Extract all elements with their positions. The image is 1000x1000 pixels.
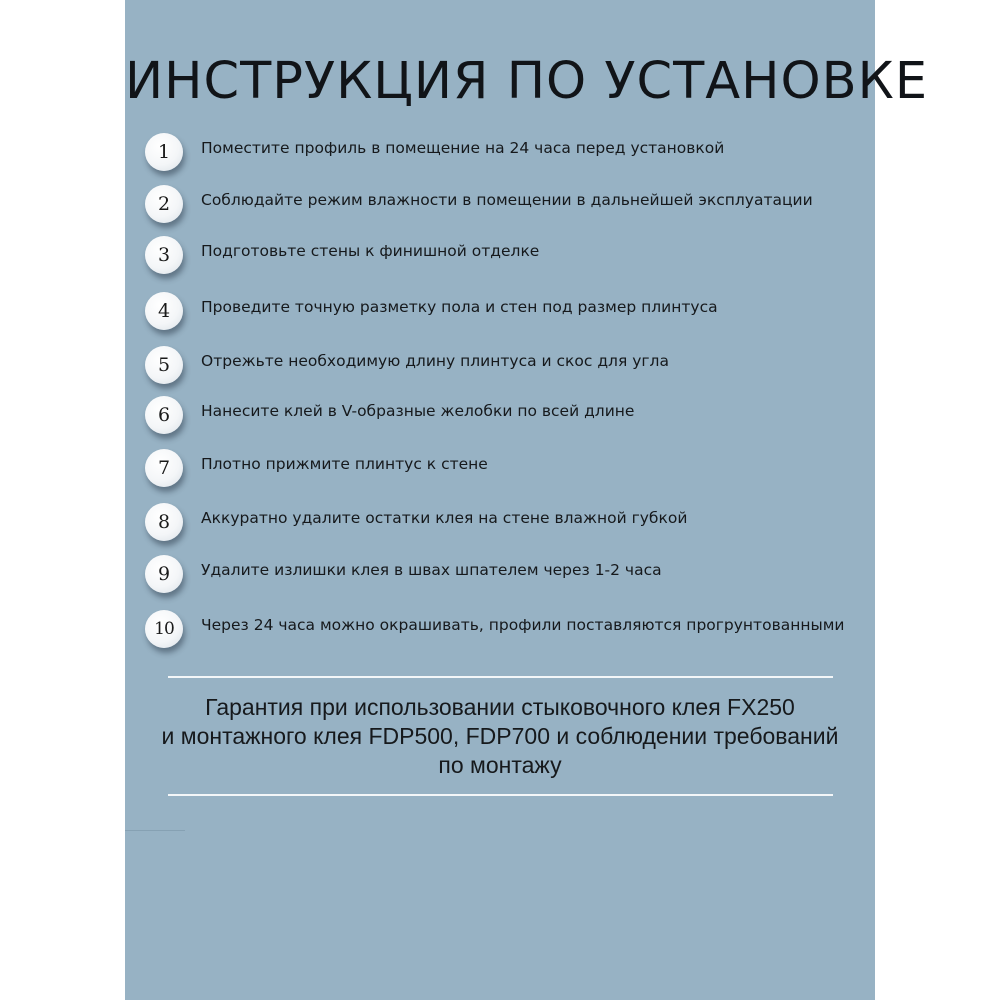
page-title: ИНСТРУКЦИЯ ПО УСТАНОВКЕ bbox=[125, 52, 929, 111]
step-item-10 bbox=[125, 610, 875, 660]
step-number-badge: 7 bbox=[145, 449, 183, 487]
step-text: Поместите профиль в помещение на 24 часа перед установкой bbox=[201, 139, 725, 157]
decorative-line bbox=[125, 830, 185, 831]
step-text: Аккуратно удалите остатки клея на стене влажной губкой bbox=[201, 509, 688, 527]
divider-top bbox=[168, 676, 833, 678]
step-number-badge: 10 bbox=[145, 610, 183, 648]
step-text: Проведите точную разметку пола и стен под размер плинтуса bbox=[201, 298, 718, 316]
step-item-6 bbox=[125, 396, 875, 446]
step-number-badge: 9 bbox=[145, 555, 183, 593]
step-item-3 bbox=[125, 236, 875, 286]
step-number-badge: 8 bbox=[145, 503, 183, 541]
instruction-panel bbox=[125, 0, 929, 1000]
step-item-2 bbox=[125, 185, 875, 235]
step-number-badge: 5 bbox=[145, 346, 183, 384]
step-text: Соблюдайте режим влажности в помещении в дальнейшей эксплуатации bbox=[201, 191, 813, 209]
warranty-line: Гарантия при использовании стыковочного клея FX250 bbox=[205, 694, 795, 720]
step-text: Плотно прижмите плинтус к стене bbox=[201, 455, 488, 473]
step-item-9 bbox=[125, 555, 875, 605]
step-text: Удалите излишки клея в швах шпателем через 1-2 часа bbox=[201, 561, 662, 579]
step-number-badge: 3 bbox=[145, 236, 183, 274]
warranty-line: по монтажу bbox=[438, 752, 562, 778]
step-text: Нанесите клей в V-образные желобки по всей длине bbox=[201, 402, 635, 420]
step-text: Подготовьте стены к финишной отделке bbox=[201, 242, 540, 260]
step-item-8 bbox=[125, 503, 875, 553]
step-text: Через 24 часа можно окрашивать, профили поставляются прогрунтованными bbox=[201, 616, 845, 634]
warranty-notice bbox=[125, 693, 875, 780]
step-number-badge: 4 bbox=[145, 292, 183, 330]
step-item-1 bbox=[125, 133, 875, 183]
step-number-badge: 2 bbox=[145, 185, 183, 223]
step-text: Отрежьте необходимую длину плинтуса и скос для угла bbox=[201, 352, 669, 370]
divider-bottom bbox=[168, 794, 833, 796]
step-item-4 bbox=[125, 292, 875, 342]
warranty-line: и монтажного клея FDP500, FDP700 и соблюдении требований bbox=[161, 723, 839, 749]
step-number-badge: 6 bbox=[145, 396, 183, 434]
step-item-7 bbox=[125, 449, 875, 499]
step-number-badge: 1 bbox=[145, 133, 183, 171]
step-item-5 bbox=[125, 346, 875, 396]
